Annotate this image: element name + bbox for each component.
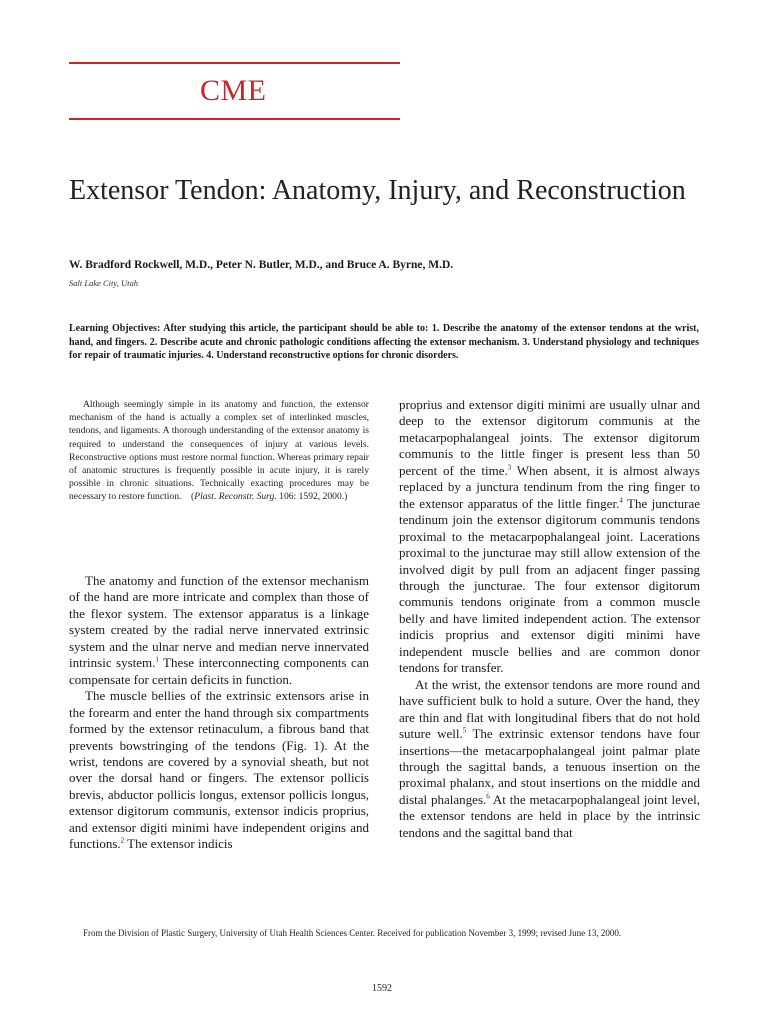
header-rule-top (69, 62, 400, 64)
body-paragraph (399, 397, 700, 677)
body-text: When absent, it is almost always replaced by a junctura tendinum from the ring finger to the extensor apparatus of the little finger. (399, 462, 700, 511)
body-text: These interconnecting components can compensate for certain deficits in function. (69, 655, 369, 687)
article-title: Extensor Tendon: Anatomy, Injury, and Reconstruction (69, 175, 686, 206)
body-text: The anatomy and function of the extensor mechanism of the hand are more intricate and complex than those of the flexor system. The extensor apparatus is a linkage system created by the radial nerve innervated extrinsic system and the ulnar nerve and median nerve innervated intrinsic system. (69, 573, 369, 671)
page-number: 1592 (372, 983, 392, 994)
reference-superscript: 6 (486, 792, 490, 801)
reference-superscript: 5 (462, 726, 467, 735)
reference-superscript: 2 (120, 836, 125, 845)
reference-superscript: 4 (619, 496, 623, 505)
body-text: The muscle bellies of the extrinsic extensors arise in the forearm and enter the hand through six compartments formed by the extensor retinaculum, a fibrous band that prevents bowstringing of the tendons (Fig. 1). At the wrist, tendons are covered by a synovial sheath, but not over the dorsal hand or fingers. The extensor pollicis brevis, abductor pollicis longus, extensor pollicis longus, extensor digitorum communis, extensor indicis proprius, and extensor digiti minimi have independent origins and functions. (69, 688, 369, 852)
section-label: CME (200, 74, 267, 107)
body-text: The extensor indicis (124, 836, 233, 852)
body-paragraph (399, 677, 700, 842)
author-affiliation: Salt Lake City, Utah (69, 278, 138, 288)
footnote: From the Division of Plastic Surgery, University of Utah Health Sciences Center. Received for publication November 3, 1999; revised June 13, 2000. (83, 928, 622, 938)
article-authors: W. Bradford Rockwell, M.D., Peter N. Butler, M.D., and Bruce A. Byrne, M.D. (69, 259, 454, 271)
reference-superscript: 1 (155, 655, 159, 664)
body-text: The juncturae tendinum join the extensor digitorum communis tendons proximal to the metacarpophalangeal joint. Lacerations proximal to the juncturae may still allow extension of the involved digit by pull from an adjacent finger passing through the juncturae. The four extensor digitorum communis tendons originate from a common muscle belly and have limited independent action. The extensor indicis proprius and extensor digiti minimi have independent muscle bellies and are common donor tendons for transfer. (399, 495, 700, 676)
body-text: proprius and extensor digiti minimi are usually ulnar and deep to the extensor digitorum communis at the metacarpophalangeal joints. The extensor digitorum communis to the little finger is present less than 50 percent of the time. (399, 397, 700, 478)
body-paragraph (69, 688, 369, 853)
reference-superscript: 3 (507, 463, 512, 472)
body-text: The extrinsic extensor tendons have four insertions—the metacarpophalangeal joint palmar plate through the sagittal bands, a tenuous insertion on the proximal phalanx, and stout insertions on the middle and distal phalanges. (399, 726, 701, 807)
abstract-citation-journal: Plast. Reconstr. Surg. (194, 491, 277, 503)
abstract-text: Although seemingly simple in its anatomy and function, the extensor mechanism of the hand is actually a complex set of interlinked muscles, tendons, and ligaments. A thorough understanding of the extensor anatomy is required to understand the consequences of injury at various levels. Reconstructive options must restore normal function. Whereas primary repair of anatomic structures is frequently possible in acute injury, it is rarely possible in chronic situations. Technically exacting procedures may be necessary to restore function. (69, 399, 369, 503)
body-text: At the wrist, the extensor tendons are more round and have sufficient bulk to hold a suture. Over the hand, they are thin and flat with longitudinal fibers that do not hold suture well. (399, 676, 700, 742)
learning-objectives: Learning Objectives: After studying this article, the participant should be able to: 1. Describe the anatomy of the extensor tendons at the wrist, hand, and fingers. 2. Describe acute and chronic pathologic conditions affecting the extensor mechanism. 3. Understand physiology and techniques for repair of traumatic injuries. 4. Understand reconstructive options for chronic disorders. (69, 323, 699, 361)
body-text: At the metacarpophalangeal joint level, the extensor tendons are held in place by the intrinsic tendons and the sagittal band that (399, 791, 700, 840)
abstract (69, 398, 369, 504)
abstract-citation-rest: 106: 1592, 2000.) (276, 491, 348, 503)
header-rule-bottom (69, 118, 400, 120)
abstract-citation-open: ( (191, 491, 195, 503)
body-column-right (399, 397, 700, 841)
body-paragraph (69, 573, 369, 688)
body-column-left (69, 573, 369, 853)
